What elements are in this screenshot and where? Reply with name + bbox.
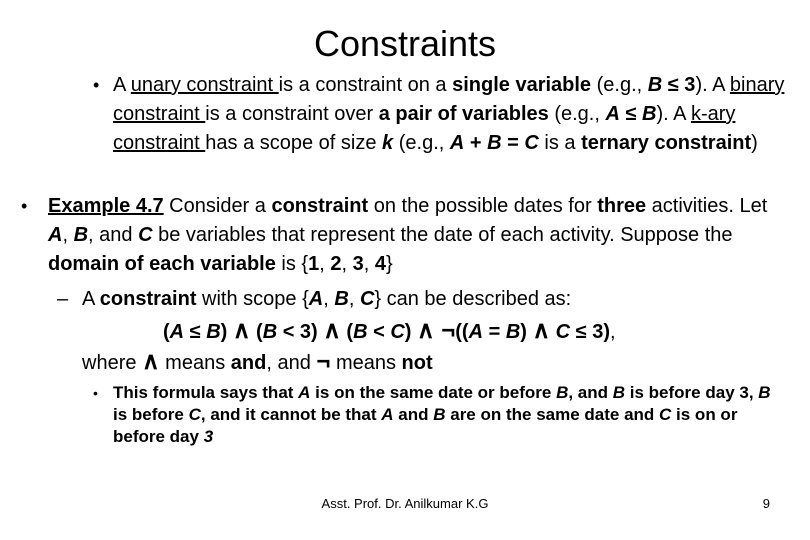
- bullet-example: Example 4.7 Consider a constraint on the possible dates for three activities. Let A, B, and C be variables that represent the date of each activity. Suppose the domain of each variable is {1, 2, 3, 4}: [48, 195, 768, 275]
- dash-marker: –: [57, 288, 69, 310]
- and-symbol: ∧: [323, 317, 341, 344]
- and-symbol: ∧: [232, 317, 251, 344]
- and-symbol: ∧: [142, 348, 160, 375]
- dash-scope-line: A constraint with scope {A, B, C} can be described as:: [82, 288, 572, 310]
- constraint-formula: (A ≤ B) ∧ (B < 3) ∧ (B < C) ∧ ¬((A = B) ∧ C ≤ 3),: [163, 317, 616, 344]
- bullet-marker: •: [21, 196, 28, 216]
- footer-author: Asst. Prof. Dr. Anilkumar K.G: [321, 496, 489, 511]
- not-symbol: ¬: [434, 317, 456, 344]
- bullet-unary-binary-kary: A unary constraint is a constraint on a single variable (e.g., B ≤ 3). A binary constraint is a constraint over a pair of variables (e.g., A ≤ B). A k-ary constraint has a scope of size k (e.g., A + B = C is a ternary constraint): [113, 74, 785, 154]
- formula-explanation: This formula says that A is on the same date or before B, and B is before day 3, B is before C, and it cannot be that A and B are on the same date and C is on or before day 3: [113, 383, 771, 446]
- not-symbol: ¬: [316, 348, 331, 375]
- and-symbol: ∧: [417, 317, 435, 344]
- slide-title: Constraints: [313, 23, 497, 64]
- bullet-marker: •: [93, 75, 100, 95]
- where-line: where ∧ means and, and ¬ means not: [82, 348, 433, 375]
- page-number: 9: [762, 496, 770, 511]
- and-symbol: ∧: [532, 317, 551, 344]
- sub-bullet-marker: •: [93, 385, 98, 401]
